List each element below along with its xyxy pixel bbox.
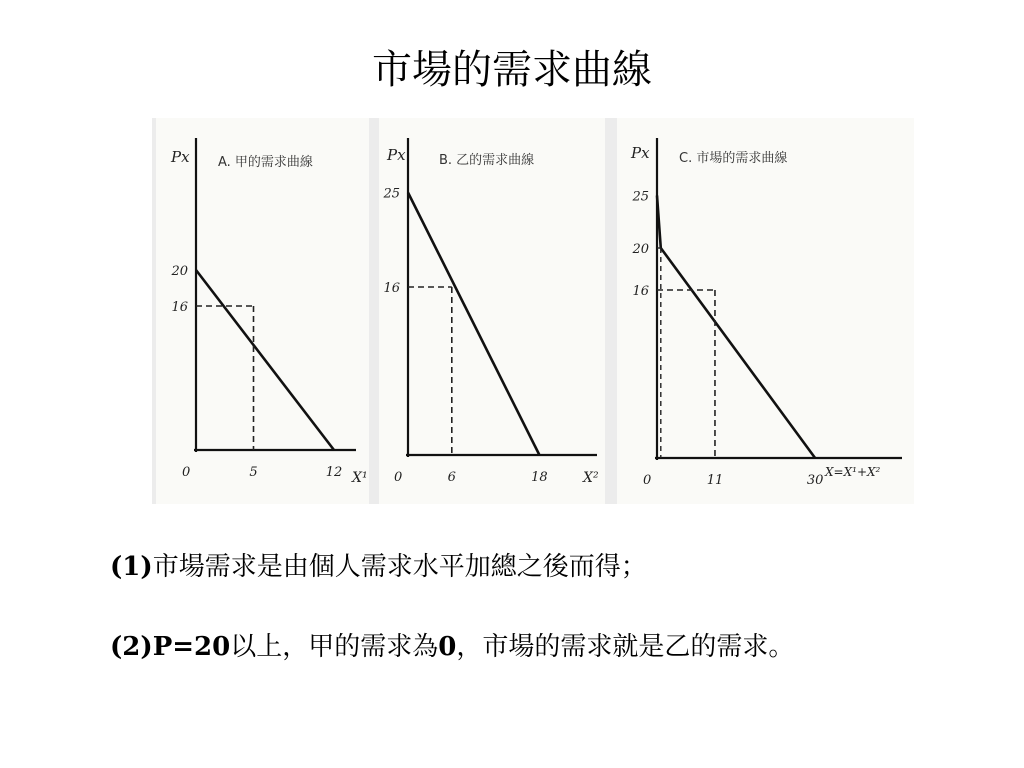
- panel-b: [379, 118, 605, 504]
- chart-a-xlabel: X¹: [352, 470, 368, 486]
- note-1-text: 市場需求是由個人需求水平加總之後而得；: [152, 552, 647, 582]
- chart-a-demand-line: [196, 270, 334, 450]
- chart-c-ytick-label: 20: [632, 242, 649, 257]
- chart-c-xlabel: X=X¹+X²: [825, 465, 881, 479]
- chart-c-demand-line: [657, 196, 815, 459]
- chart-b-ytick-label: 25: [383, 186, 400, 202]
- chart-a-ytick-label: 20: [171, 264, 188, 279]
- chart-c-ylabel: Px: [631, 144, 650, 162]
- chart-a-caption: A. 甲的需求曲線: [218, 155, 313, 170]
- chart-a-origin-label: 0: [182, 465, 191, 480]
- chart-a-xtick-label: 12: [325, 465, 343, 480]
- slide-title: 市場的需求曲線: [372, 47, 652, 93]
- note-2-prefix: (2)P=20: [110, 632, 231, 662]
- chart-c-caption: C. 市場的需求曲線: [679, 151, 788, 166]
- note-1: [110, 546, 647, 583]
- chart-a-xtick-label: 5: [249, 465, 258, 480]
- chart-b-ytick-label: 16: [383, 281, 400, 296]
- chart-b-xtick-label: 18: [531, 470, 548, 485]
- chart-b-caption: B. 乙的需求曲線: [439, 153, 535, 168]
- chart-figure: [152, 118, 914, 504]
- chart-a: [156, 118, 369, 504]
- chart-b-xtick-label: 6: [447, 470, 456, 485]
- chart-b-origin-label: 0: [394, 470, 403, 485]
- chart-c-origin-label: 0: [643, 473, 652, 488]
- note-1-prefix: (1): [110, 552, 153, 582]
- note-2-prefix-2: 0: [438, 632, 457, 662]
- chart-c-xtick-label: 30: [806, 473, 824, 488]
- panel-a: [156, 118, 369, 504]
- chart-c: [617, 118, 914, 504]
- panel-c: [617, 118, 914, 504]
- chart-b-demand-line: [408, 193, 539, 456]
- note-2-text: 以上，甲的需求為: [230, 632, 439, 662]
- chart-b: [379, 118, 605, 504]
- chart-b-xlabel: X²: [583, 470, 599, 486]
- chart-c-xtick-label: 11: [706, 473, 724, 488]
- chart-a-ylabel: Px: [171, 148, 190, 166]
- note-2-text-2: ，市場的需求就是乙的需求。: [456, 632, 795, 662]
- note-2: [110, 626, 794, 663]
- chart-c-ytick-label: 16: [632, 284, 649, 299]
- chart-c-ytick-label: 25: [632, 189, 649, 205]
- chart-b-ylabel: Px: [387, 146, 406, 164]
- chart-a-ytick-label: 16: [171, 300, 188, 315]
